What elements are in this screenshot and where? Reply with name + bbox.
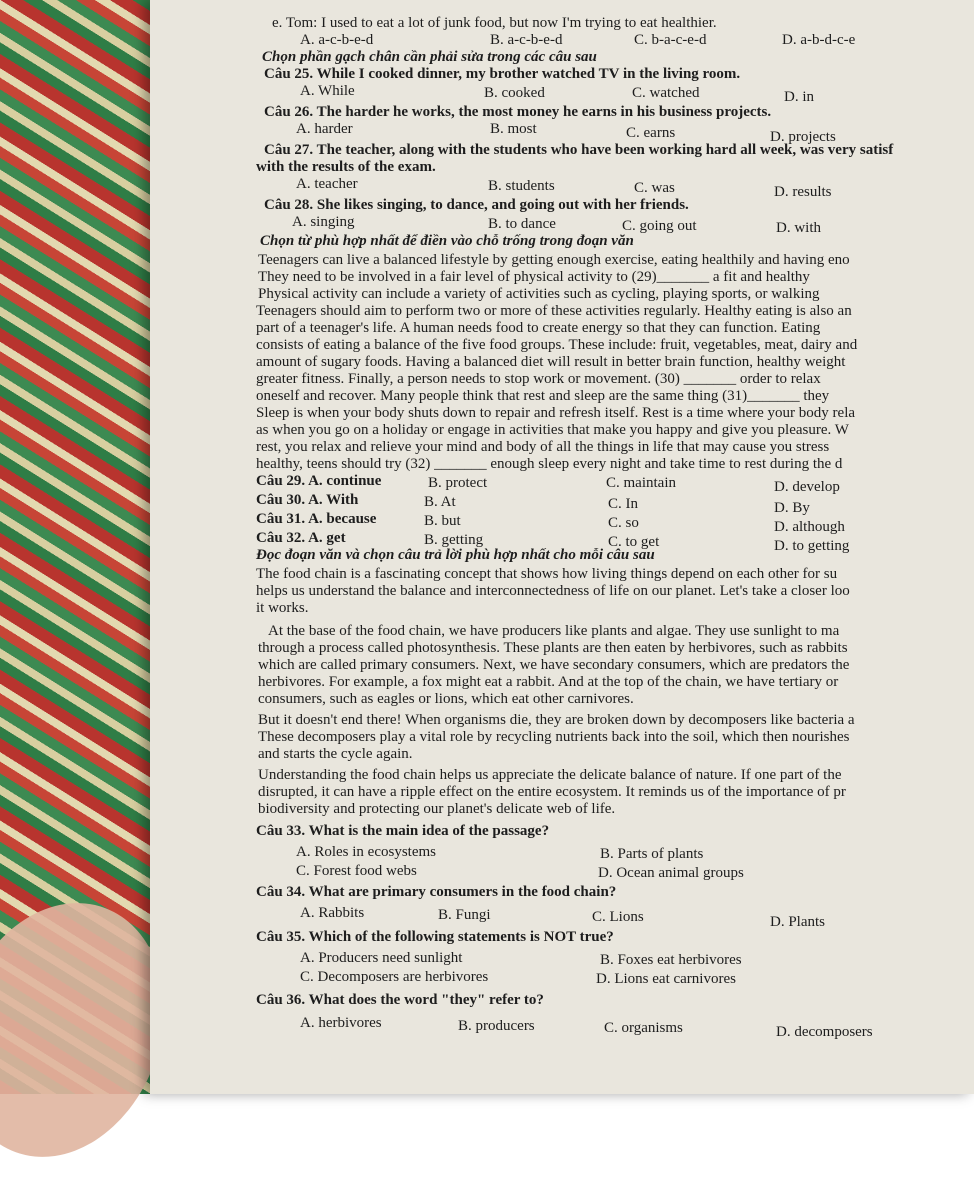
- text-line: D. in: [784, 89, 814, 106]
- text-line: Câu 35. Which of the following statements is NOT true?: [256, 928, 614, 945]
- text-line: Understanding the food chain helps us appreciate the delicate balance of nature. If one part of the: [258, 767, 842, 784]
- text-line: Câu 32. A. get: [256, 530, 346, 546]
- text-line: Teenagers can live a balanced lifestyle by getting enough exercise, eating healthily and having eno: [258, 252, 850, 269]
- text-line: C. b-a-c-e-d: [634, 31, 707, 48]
- text-line: biodiversity and protecting our planet's delicate web of life.: [258, 801, 616, 818]
- text-line: B. a-c-b-e-d: [490, 31, 563, 48]
- text-line: A. a-c-b-e-d: [300, 31, 374, 48]
- text-line: Câu 36. What does the word "they" refer to?: [256, 992, 544, 1009]
- text-line: B. protect: [428, 474, 488, 491]
- text-line: A. Rabbits: [300, 905, 365, 922]
- text-line: healthy, teens should try (32) _______ enough sleep every night and take time to rest during the d: [256, 455, 843, 472]
- text-line: B. most: [490, 120, 537, 137]
- text-line: it works.: [256, 599, 309, 616]
- text-line: B. Parts of plants: [600, 845, 704, 862]
- text-line: C. going out: [622, 218, 697, 235]
- text-line: Chọn phần gạch chân cần phải sửa trong các câu sau: [262, 48, 597, 65]
- text-line: Physical activity can include a variety of activities such as cycling, playing sports, or walking: [258, 286, 820, 303]
- text-line: D. By: [774, 500, 810, 517]
- worksheet-page: [150, 0, 974, 1094]
- text-line: A. harder: [296, 120, 353, 137]
- text-line: which are called primary consumers. Next, we have secondary consumers, which are predators the: [258, 657, 850, 674]
- text-line: D. to getting: [774, 538, 850, 555]
- text-line: as when you go on a holiday or engage in activities that make you happy and give you pleasure. W: [256, 421, 849, 438]
- text-line: C. so: [608, 515, 639, 532]
- text-line: C. earns: [626, 125, 676, 142]
- text-line: C. Forest food webs: [296, 862, 417, 879]
- text-line: amount of sugary foods. Having a balanced diet will result in better brain function, healthy weight: [256, 354, 846, 371]
- text-line: D. Ocean animal groups: [598, 864, 744, 881]
- text-line: A. While: [300, 82, 355, 99]
- text-line: B. At: [424, 493, 456, 510]
- text-line: Teenagers should aim to perform two or more of these activities regularly. Healthy eating is also an: [256, 303, 852, 320]
- text-line: helps us understand the balance and interconnectedness of life on our planet. Let's take a closer loo: [256, 583, 850, 599]
- text-line: At the base of the food chain, we have producers like plants and algae. They use sunlight to ma: [268, 623, 840, 640]
- text-line: B. Fungi: [438, 907, 491, 924]
- text-line: D. projects: [770, 129, 836, 146]
- text-line: Câu 30. A. With: [256, 491, 359, 508]
- text-line: e. Tom: I used to eat a lot of junk food, but now I'm trying to eat healthier.: [272, 14, 717, 31]
- text-line: A. Producers need sunlight: [300, 949, 463, 966]
- text-line: D. with: [776, 220, 821, 237]
- text-line: A. herbivores: [300, 1015, 382, 1032]
- text-line: Câu 29. A. continue: [256, 472, 382, 489]
- text-line: and starts the cycle again.: [258, 746, 413, 763]
- text-line: greater fitness. Finally, a person needs to stop work or movement. (30) _______ order to relax: [256, 371, 821, 387]
- text-line: A. Roles in ecosystems: [296, 843, 436, 860]
- text-line: A. singing: [292, 214, 355, 231]
- text-line: Câu 26. The harder he works, the most money he earns in his business projects.: [264, 103, 772, 120]
- text-line: B. producers: [458, 1017, 535, 1034]
- text-line: C. was: [634, 180, 675, 197]
- text-line: B. cooked: [484, 84, 545, 101]
- text-line: Câu 33. What is the main idea of the passage?: [256, 822, 550, 839]
- text-line: Đọc đoạn văn và chọn câu trả lời phù hợp nhất cho mỗi câu sau: [256, 546, 655, 563]
- text-line: D. develop: [774, 479, 840, 496]
- text-line: Câu 31. A. because: [256, 510, 377, 527]
- text-line: Câu 28. She likes singing, to dance, and going out with her friends.: [264, 197, 689, 214]
- text-line: D. Lions eat carnivores: [596, 970, 736, 987]
- text-line: But it doesn't end there! When organisms die, they are broken down by decomposers like bacteria a: [258, 712, 855, 729]
- text-line: C. In: [608, 496, 638, 513]
- text-line: consumers, such as eagles or lions, which eat other carnivores.: [258, 691, 634, 708]
- text-line: D. Plants: [770, 913, 826, 930]
- text-line: Câu 34. What are primary consumers in the food chain?: [256, 884, 617, 901]
- text-line: Chọn từ phù hợp nhất để điền vào chỗ trống trong đoạn văn: [260, 233, 634, 250]
- text-line: D. a-b-d-c-e: [782, 31, 856, 48]
- text-line: B. but: [424, 513, 461, 530]
- text-line: D. although: [774, 519, 845, 536]
- text-line: B. getting: [424, 532, 484, 549]
- text-line: D. decomposers: [776, 1023, 873, 1040]
- text-line: consists of eating a balance of the five food groups. These include: fruit, vegetables, meat, dairy and: [256, 337, 858, 354]
- text-line: A. teacher: [296, 175, 358, 192]
- text-line: C. Lions: [592, 909, 644, 926]
- text-line: herbivores. For example, a fox might eat a rabbit. And at the top of the chain, we have tertiary or: [258, 674, 839, 691]
- text-line: Câu 27. The teacher, along with the students who have been working hard all week, was very satisf: [264, 142, 894, 159]
- text-line: B. students: [488, 178, 555, 195]
- text-line: B. to dance: [488, 216, 556, 233]
- text-line: oneself and recover. Many people think that rest and sleep are the same thing (31)_______ they: [256, 387, 830, 404]
- text-line: Sleep is when your body shuts down to repair and refresh itself. Rest is a time where your body rela: [256, 404, 856, 421]
- text-line: disrupted, it can have a ripple effect on the entire ecosystem. It reminds us of the importance of pr: [258, 784, 846, 801]
- text-line: C. Decomposers are herbivores: [300, 968, 489, 985]
- text-line: through a process called photosynthesis. These plants are then eaten by herbivores, such as rabbits: [258, 640, 848, 657]
- text-line: C. watched: [632, 84, 700, 101]
- text-line: C. to get: [608, 534, 660, 551]
- text-line: They need to be involved in a fair level of physical activity to (29)_______ a fit and healthy: [258, 269, 810, 286]
- text-line: rest, you relax and relieve your mind and body of all the things in life that may cause you stress: [256, 438, 830, 455]
- text-line: The food chain is a fascinating concept that shows how living things depend on each other for su: [256, 566, 838, 583]
- text-line: B. Foxes eat herbivores: [600, 951, 742, 968]
- text-line: with the results of the exam.: [256, 159, 436, 175]
- text-line: C. maintain: [606, 474, 676, 491]
- text-line: These decomposers play a vital role by recycling nutrients back into the soil, which then nourishes: [258, 729, 850, 746]
- text-line: Câu 25. While I cooked dinner, my brother watched TV in the living room.: [264, 65, 741, 82]
- text-line: D. results: [774, 184, 832, 201]
- text-line: C. organisms: [604, 1019, 683, 1036]
- text-line: part of a teenager's life. A human needs food to create energy so that they can function. Eating: [256, 320, 821, 337]
